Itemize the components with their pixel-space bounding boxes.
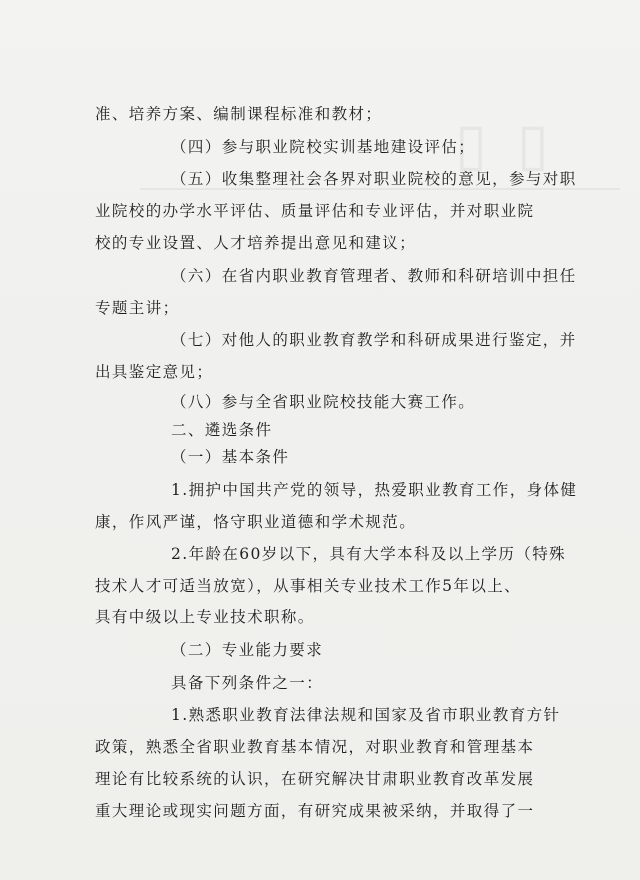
body-line: 准、培养方案、编制课程标准和教材；	[95, 105, 383, 123]
body-line: 具备下列条件之一：	[171, 674, 324, 692]
body-line: （六）在省内职业教育管理者、教师和科研培训中担任	[171, 267, 577, 285]
subsection-heading: （一）基本条件	[171, 448, 290, 466]
body-line: 校的专业设置、人才培养提出意见和建议；	[95, 234, 417, 252]
body-line: 专题主讲；	[95, 299, 180, 317]
body-line: （四）参与职业院校实训基地建设评估；	[171, 138, 476, 156]
show-through-title-shape: ▯▯	[455, 110, 579, 178]
body-line: 2.年龄在60岁以下，具有大学本科及以上学历（特殊	[171, 545, 567, 563]
body-line: 康，作风严谨，恪守职业道德和学术规范。	[95, 513, 417, 531]
body-line: 1.拥护中国共产党的领导，热爱职业教育工作，身体健	[171, 481, 578, 499]
body-line: 理论有比较系统的认识，在研究解决甘肃职业教育改革发展	[95, 770, 535, 788]
body-line: 技术人才可适当放宽），从事相关专业技术工作5年以上、	[95, 577, 522, 595]
body-line: （五）收集整理社会各界对职业院校的意见，参与对职	[171, 170, 577, 188]
body-line: （七）对他人的职业教育教学和科研成果进行鉴定，并	[171, 331, 577, 349]
section-heading: 二、遴选条件	[171, 421, 273, 439]
body-line: 政策，熟悉全省职业教育基本情况，对职业教育和管理基本	[95, 738, 535, 756]
body-line: 业院校的办学水平评估、质量评估和专业评估，并对职业院	[95, 202, 535, 220]
subsection-heading: （二）专业能力要求	[171, 641, 324, 659]
body-line: 1.熟悉职业教育法律法规和国家及省市职业教育方针	[171, 706, 561, 724]
body-line: （八）参与全省职业院校技能大赛工作。	[171, 393, 476, 411]
body-line: 重大理论或现实问题方面，有研究成果被采纳，并取得了一	[95, 802, 535, 820]
body-line: 出具鉴定意见；	[95, 363, 214, 381]
body-line: 具有中级以上专业技术职称。	[95, 608, 315, 626]
